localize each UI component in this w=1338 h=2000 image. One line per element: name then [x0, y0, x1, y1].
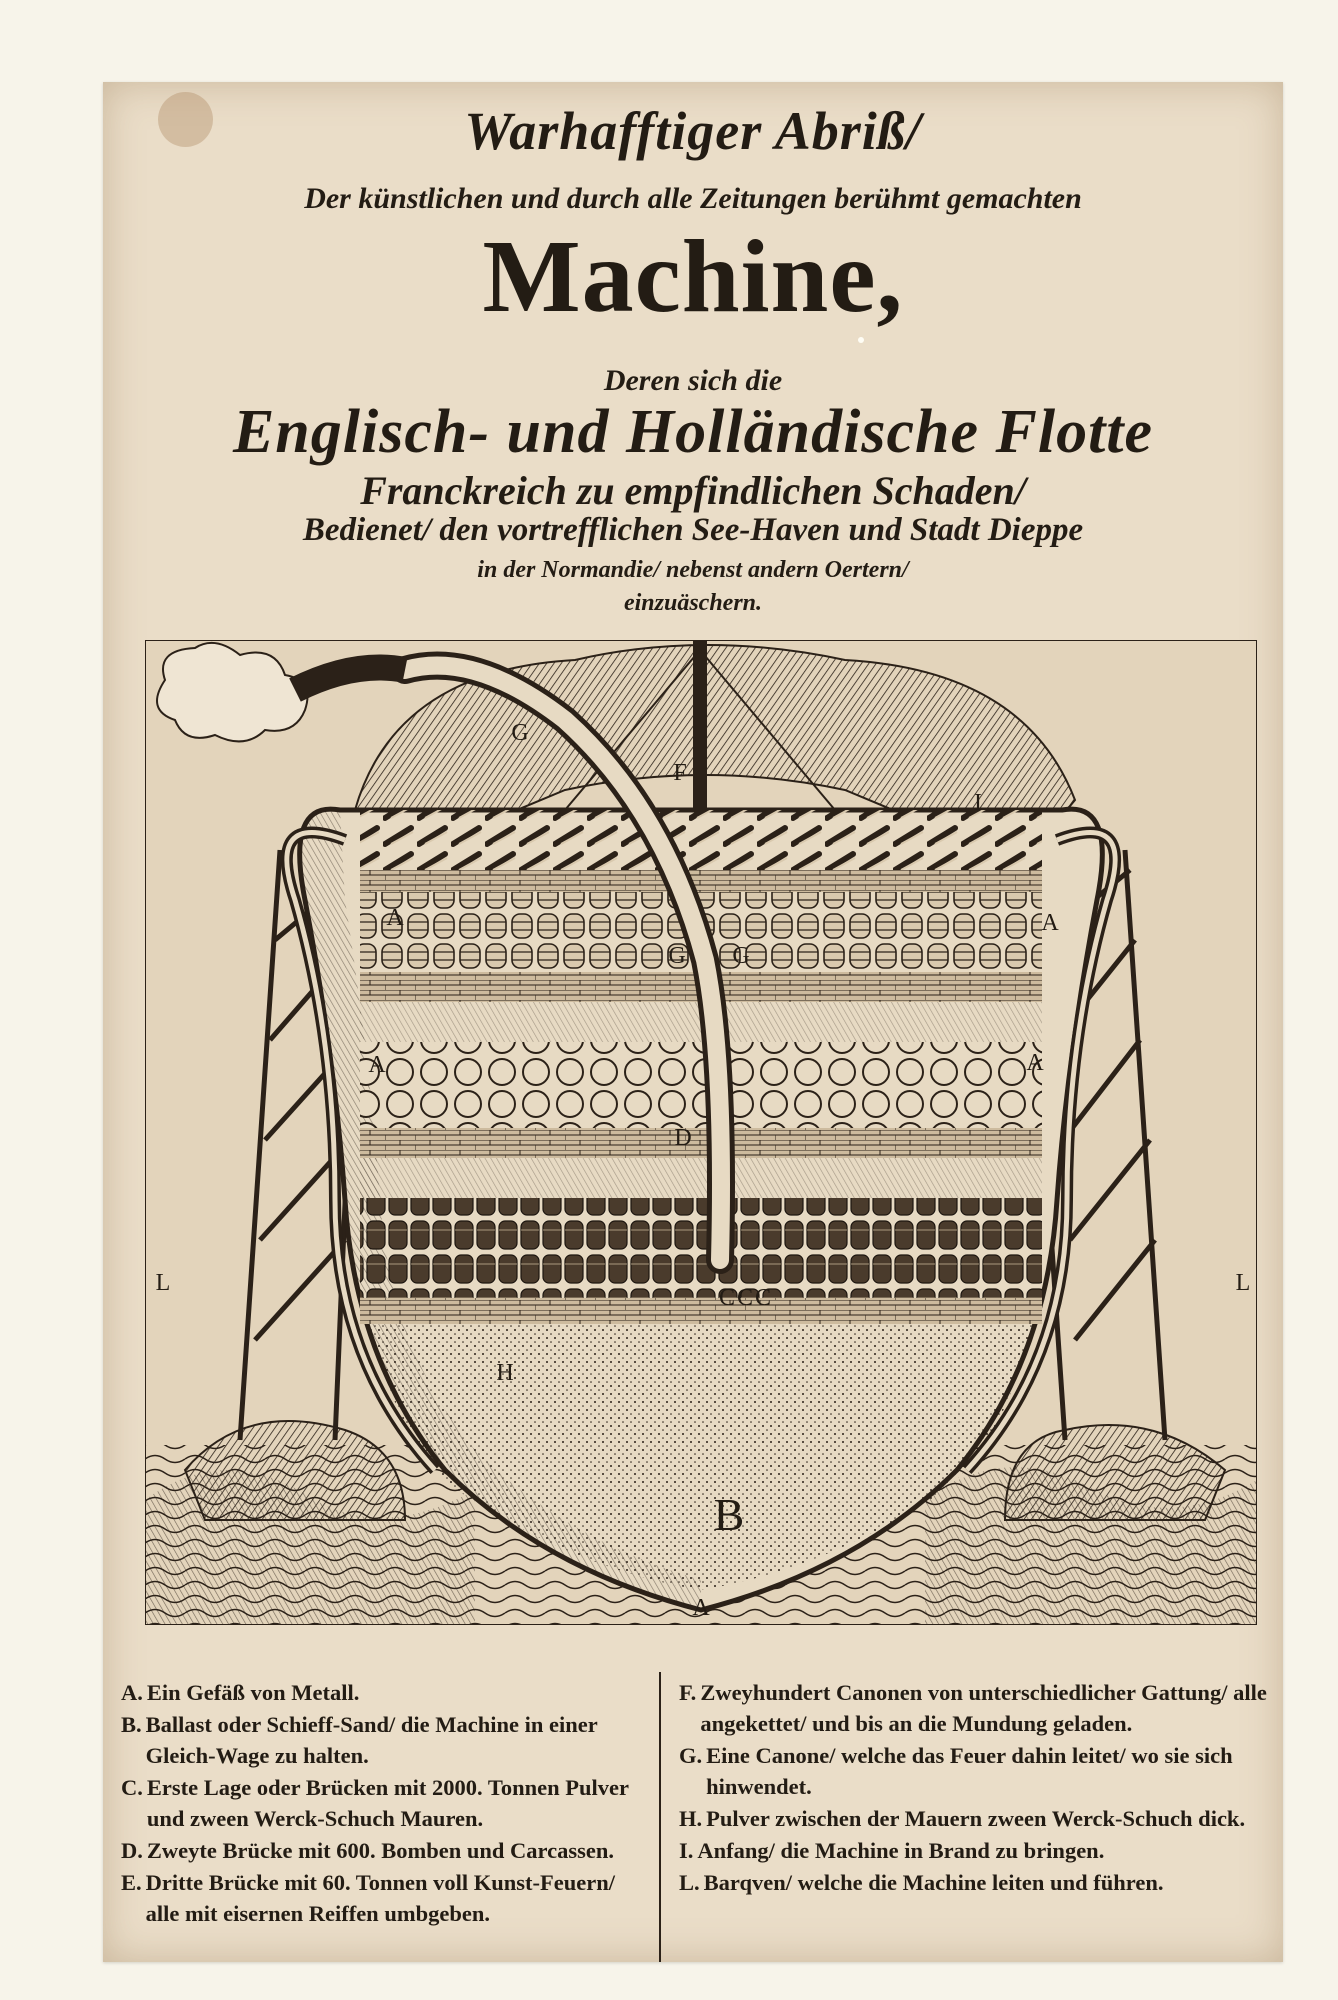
title-line-7: Bedienet/ den vortrefflichen See-Haven und Stadt Dieppe	[302, 512, 1084, 548]
label-g-2: G	[668, 943, 686, 969]
broadsheet	[103, 82, 1283, 1962]
legend-item-f: F. Zweyhundert Canonen von unterschiedlicher Gattung/ alle angekettet/ und bis an die Mundung geladen.	[679, 1680, 1267, 1736]
title-machine: Machine,	[482, 219, 904, 334]
label-c-2: C	[736, 1285, 754, 1311]
legend-item-g: G. Eine Canone/ welche das Feuer dahin leitet/ wo sie sich hinwendet.	[679, 1743, 1233, 1799]
label-c-3: C	[754, 1285, 772, 1311]
paper-pinhole	[858, 337, 864, 343]
legend-item-i: I. Anfang/ die Machine in Brand zu bringen.	[679, 1838, 1105, 1863]
legend-item-h: H. Pulver zwischen der Mauern zween Werck-Schuch dick.	[679, 1806, 1246, 1831]
label-g-1: G	[511, 720, 529, 746]
label-h: H	[496, 1360, 514, 1386]
label-a-3: A	[368, 1052, 386, 1078]
label-l-1: L	[155, 1270, 171, 1296]
legend-item-l: L. Barqven/ welche die Machine leiten und führen.	[679, 1870, 1164, 1895]
label-a-5: A	[692, 1595, 710, 1621]
title-line-2: Der künstlichen und durch alle Zeitungen berühmt gemachten	[304, 182, 1082, 215]
legend-right	[679, 1677, 1279, 1899]
legend-left	[121, 1677, 651, 1930]
title-line-4: Deren sich die	[603, 364, 783, 397]
label-a-4: A	[1026, 1050, 1044, 1076]
machine-engraving	[145, 640, 1257, 1625]
label-a-1: A	[386, 905, 404, 931]
label-g-3: G	[732, 943, 750, 969]
legend-item-b: B. Ballast oder Schieff-Sand/ die Machine in einer Gleich-Wage zu halten.	[121, 1712, 598, 1768]
title-line-1: Warhafftiger Abriß/	[464, 101, 922, 161]
legend-item-e: E. Dritte Brücke mit 60. Tonnen voll Kunst-Feuern/ alle mit eisernen Reiffen umbgeben.	[121, 1870, 616, 1926]
title-fleet: Englisch- und Holländische Flotte	[232, 398, 1154, 466]
label-a-2: A	[1041, 910, 1059, 936]
legend-divider	[659, 1672, 661, 1962]
title-line-8: in der Normandie/ nebenst andern Oertern/	[477, 557, 909, 583]
label-f: F	[673, 760, 687, 786]
legend-item-a: A. Ein Gefäß von Metall.	[121, 1680, 360, 1705]
title-line-6: Franckreich zu empfindlichen Schaden/	[360, 468, 1026, 513]
legend-item-d: D. Zweyte Brücke mit 600. Bomben und Carcassen.	[121, 1838, 614, 1863]
label-d: D	[674, 1125, 692, 1151]
label-c-1: C	[718, 1285, 736, 1311]
label-i: I	[974, 790, 982, 816]
label-l-2: L	[1235, 1270, 1251, 1296]
title-line-9: einzuäschern.	[623, 590, 763, 616]
label-b: B	[713, 1489, 745, 1540]
legend-item-c: C. Erste Lage oder Brücken mit 2000. Tonnen Pulver und zween Werck-Schuch Mauren.	[121, 1775, 629, 1831]
